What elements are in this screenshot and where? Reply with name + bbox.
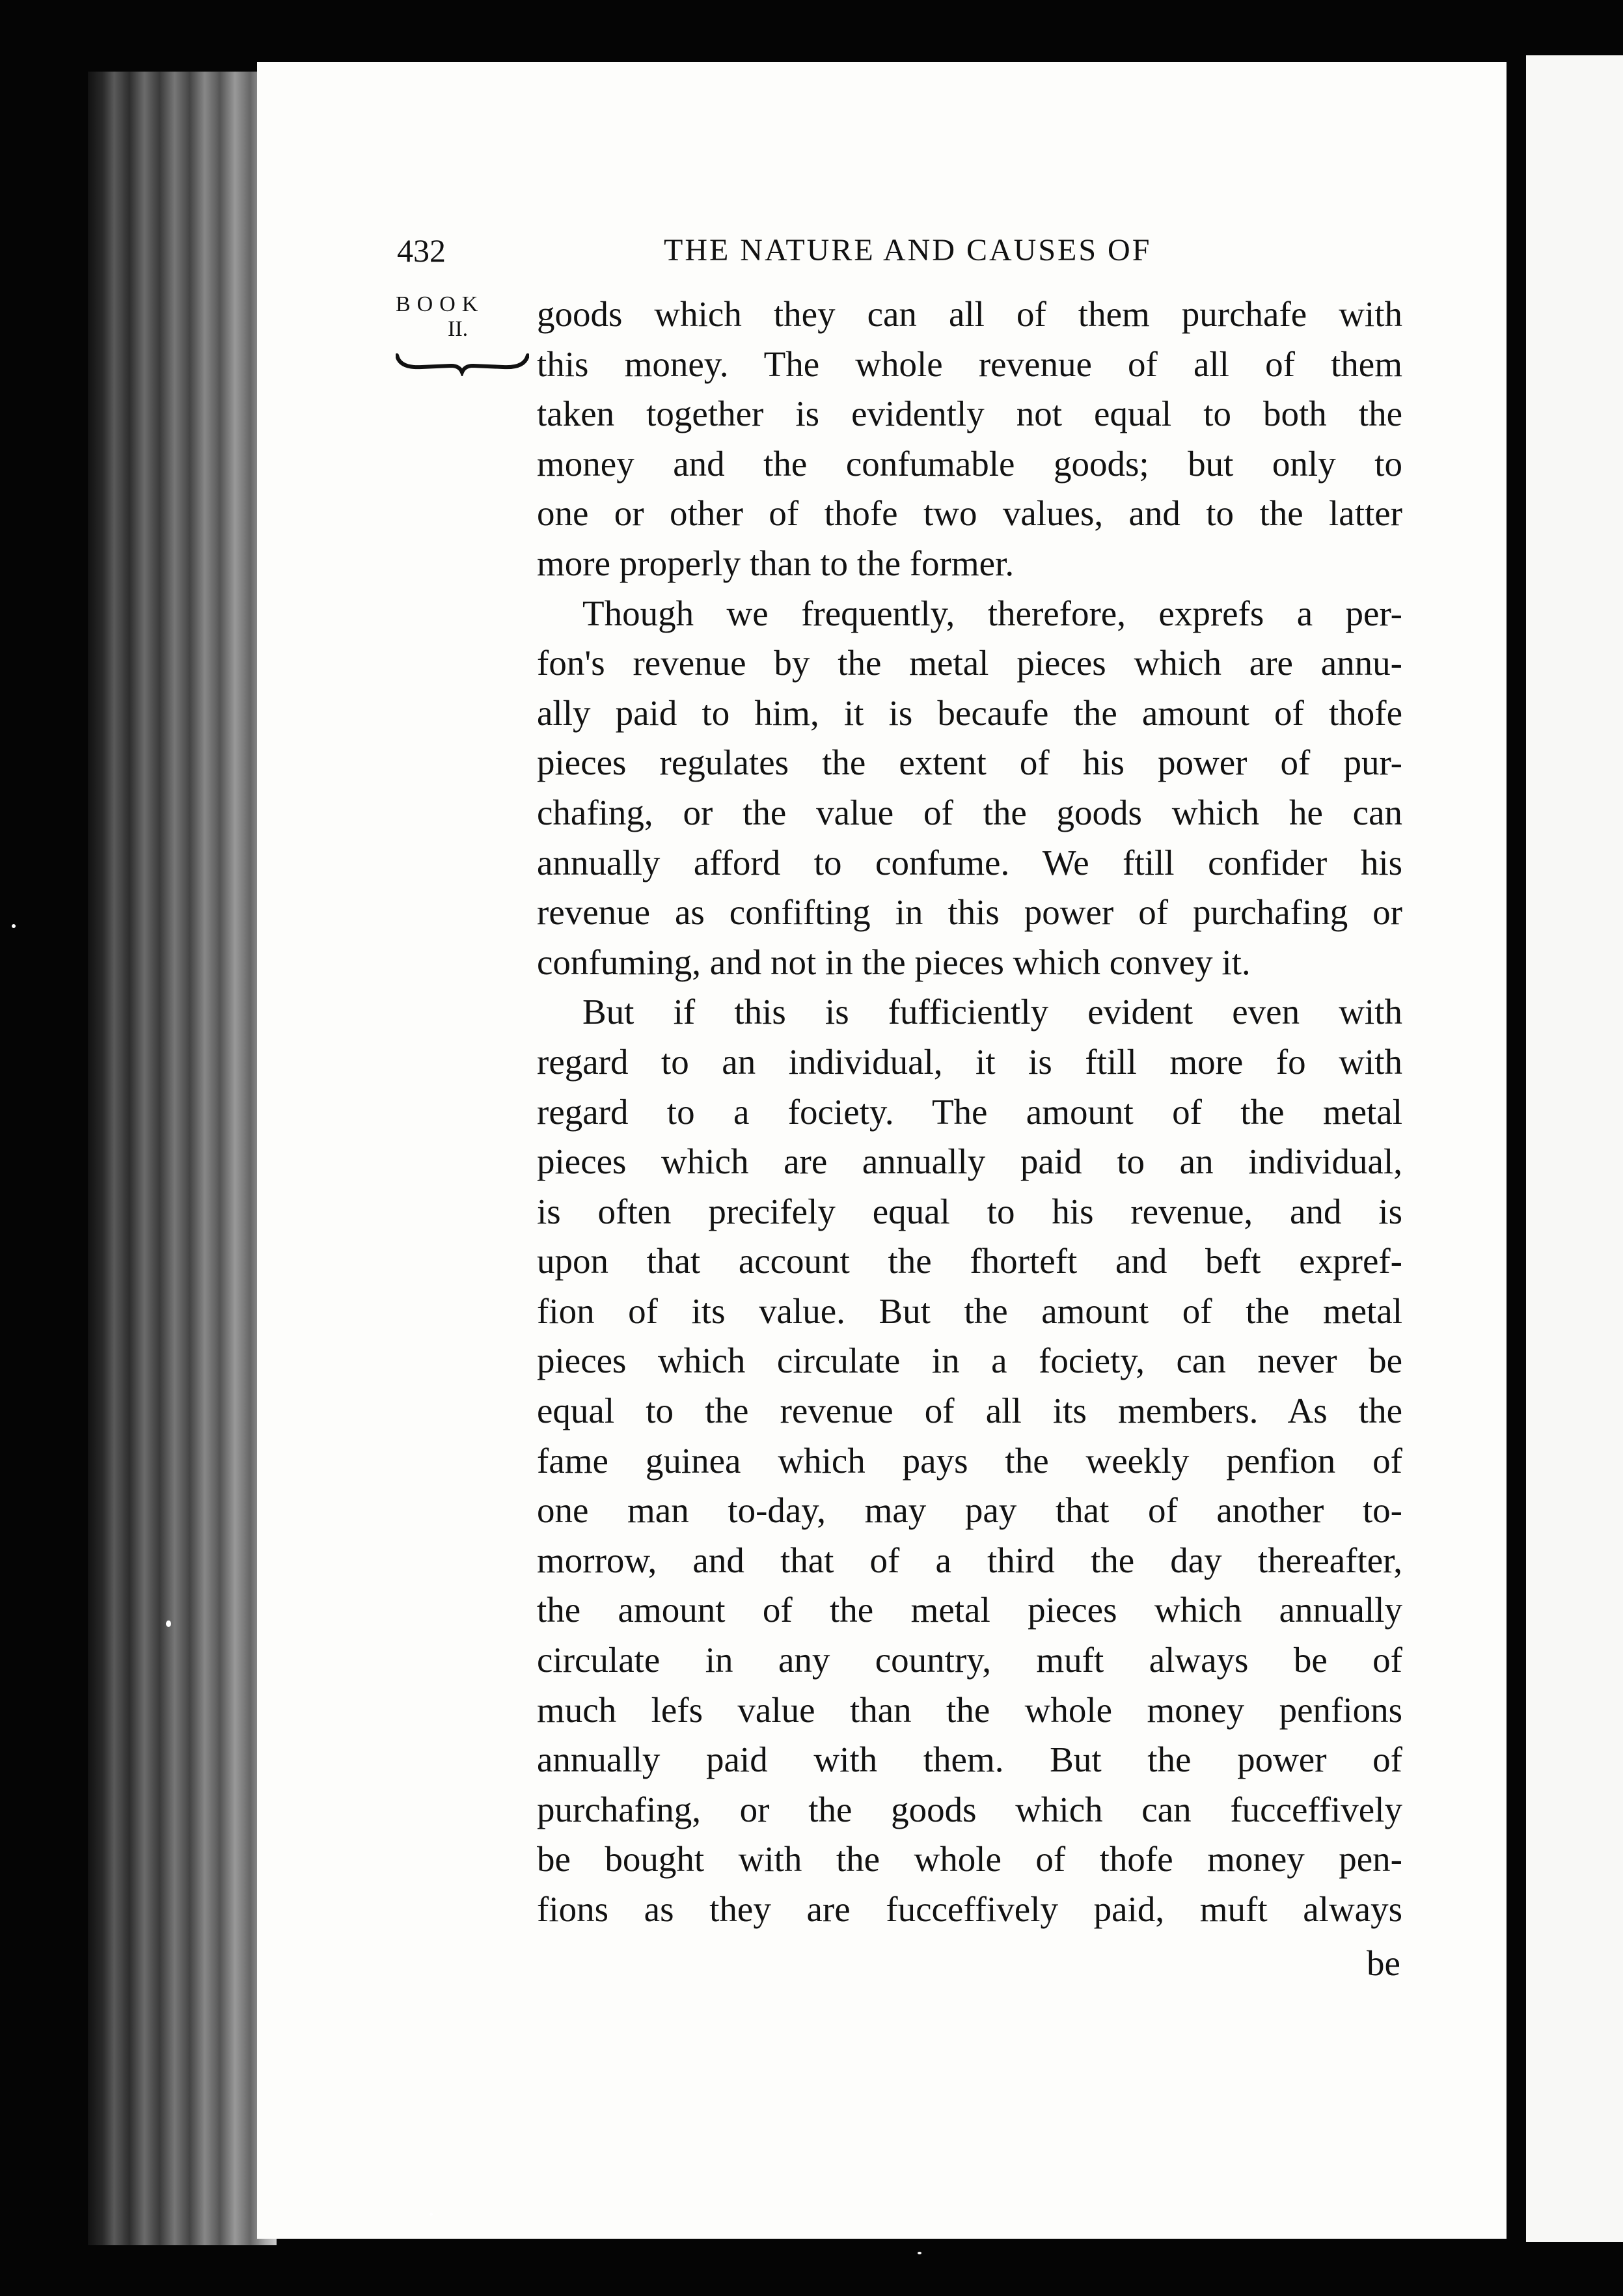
text-line: fame guinea which pays the weekly penfion of — [537, 1440, 1402, 1481]
text-line: more properly than to the former. — [537, 543, 1015, 583]
text-line: equal to the revenue of all its members. As the — [537, 1391, 1402, 1431]
text-line: But if this is fufficiently evident even with — [582, 992, 1402, 1032]
text-line: purchafing, or the goods which can fucceffively — [537, 1789, 1402, 1829]
text-line: is often precifely equal to his revenue, and is — [537, 1191, 1402, 1231]
text-line: confuming, and not in the pieces which convey it. — [537, 942, 1251, 982]
running-head: THE NATURE AND CAUSES OF — [664, 233, 1152, 267]
text-line: circulate in any country, muft always be of — [537, 1640, 1402, 1680]
text-line: pieces which circulate in a fociety, can never be — [537, 1341, 1402, 1381]
text-line: money and the confumable goods; but only to — [537, 443, 1402, 484]
text-line: fion of its value. But the amount of the metal — [537, 1291, 1402, 1331]
text-line: revenue as confifting in this power of purchafing or — [537, 892, 1402, 933]
scan-speck — [166, 1620, 171, 1627]
text-line: much lefs value than the whole money penfions — [537, 1689, 1402, 1730]
text-line: taken together is evidently not equal to both the — [537, 394, 1402, 434]
text-line: pieces which are annually paid to an individual, — [537, 1141, 1402, 1182]
text-line: annually paid with them. But the power of — [537, 1740, 1402, 1780]
scan-speck — [12, 924, 16, 928]
text-line: be bought with the whole of thofe money pen- — [537, 1839, 1402, 1879]
text-line: upon that account the fhorteft and beft expref- — [537, 1241, 1402, 1281]
text-line: regard to an individual, it is ftill more fo with — [537, 1041, 1402, 1082]
text-line: Though we frequently, therefore, exprefs a per- — [582, 593, 1402, 633]
text-line: annually afford to confume. We ftill confider his — [537, 842, 1402, 882]
margin-volume-label: II. — [448, 317, 469, 341]
text-line: regard to a fociety. The amount of the metal — [537, 1091, 1402, 1132]
text-line: pieces regulates the extent of his power of pur- — [537, 743, 1402, 783]
text-line: morrow, and that of a third the day thereafter, — [537, 1540, 1402, 1580]
catchword: be — [1367, 1943, 1400, 1983]
text-line: chafing, or the value of the goods which he can — [537, 792, 1402, 832]
margin-note — [396, 292, 532, 341]
text-line: goods which they can all of them purchafe with — [537, 294, 1402, 334]
body-text — [537, 290, 1402, 1935]
brace-ornament — [396, 350, 529, 376]
margin-book-label: BOOK — [396, 292, 485, 316]
text-line: one or other of thofe two values, and to the latter — [537, 493, 1402, 534]
scan-speck — [918, 2252, 921, 2254]
text-line: the amount of the metal pieces which annually — [537, 1590, 1402, 1630]
text-line: this money. The whole revenue of all of them — [537, 344, 1402, 384]
page-number: 432 — [397, 232, 446, 269]
scan-speck — [430, 2213, 433, 2216]
text-line: fon's revenue by the metal pieces which are annu- — [537, 643, 1402, 683]
book-page-edges — [88, 72, 277, 2245]
text-line: one man to-day, may pay that of another to- — [537, 1490, 1402, 1531]
facing-page-edge — [1526, 55, 1623, 2242]
page-header — [397, 228, 1275, 273]
text-line: ally paid to him, it is becaufe the amount of thofe — [537, 692, 1402, 733]
text-line: fions as they are fucceffively paid, muft always — [537, 1889, 1402, 1929]
